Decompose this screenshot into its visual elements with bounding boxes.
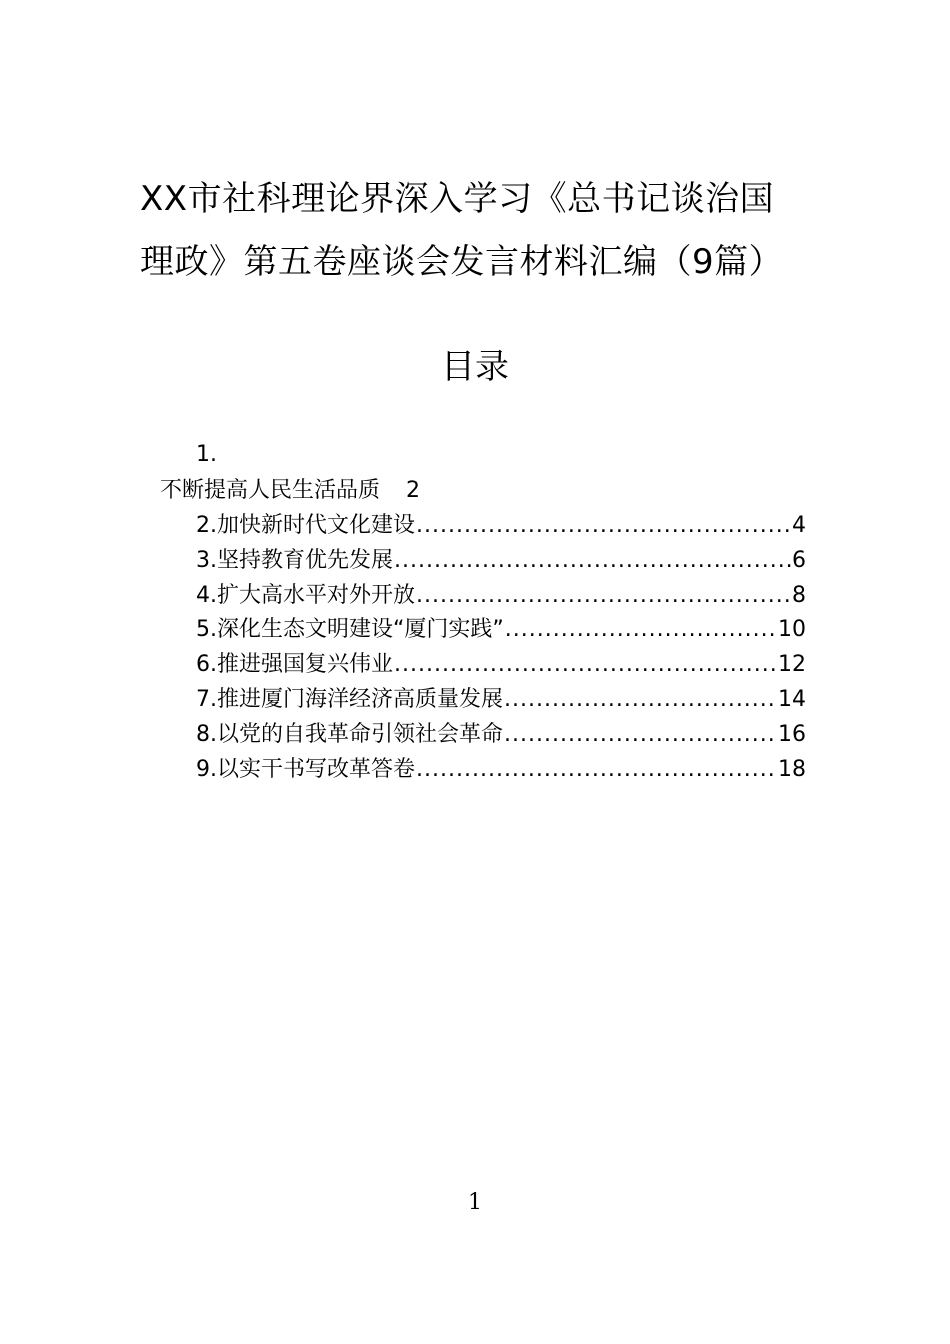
toc-entry-9[interactable] xyxy=(196,753,806,788)
toc-leader-dots xyxy=(416,579,791,614)
title-line-2: 理政》第五卷座谈会发言材料汇编（9篇） xyxy=(140,242,784,282)
toc-entry-5-title: 5.深化生态文明建设“厦门实践” xyxy=(196,617,504,643)
toc-entry-7[interactable] xyxy=(196,683,806,718)
toc-entry-5-page: 10 xyxy=(778,617,806,643)
toc-list xyxy=(196,509,806,787)
toc-entry-8-title: 8.以党的自我革命引领社会革命 xyxy=(196,721,504,747)
toc-entry-6[interactable] xyxy=(196,648,806,683)
toc-entry-9-page: 18 xyxy=(778,756,806,782)
toc-entry-7-title: 7.推进厦门海洋经济高质量发展 xyxy=(196,686,504,712)
title-line-1: XX市社科理论界深入学习《总书记谈治国 xyxy=(140,179,775,219)
toc-leader-dots xyxy=(394,544,791,579)
toc-entry-6-title: 6.推进强国复兴伟业 xyxy=(196,652,394,678)
toc-entry-5[interactable] xyxy=(196,613,806,648)
toc-entry-9-title: 9.以实干书写改革答卷 xyxy=(196,756,416,782)
page-number: 1 xyxy=(468,1190,482,1215)
toc-entry-4-page: 8 xyxy=(792,582,806,608)
toc-entry-7-page: 14 xyxy=(778,686,806,712)
toc-entry-1-title: 不断提高人民生活品质 xyxy=(160,478,381,503)
toc-entry-1-number: 1. xyxy=(196,442,217,467)
toc-entry-6-page: 12 xyxy=(778,652,806,678)
toc-entry-3[interactable] xyxy=(196,544,806,579)
toc-entry-2-page: 4 xyxy=(792,513,806,538)
toc-heading: 目录 xyxy=(441,347,509,387)
toc-entry-2-title: 2.加快新时代文化建设 xyxy=(196,513,416,538)
toc-entry-3-title: 3.坚持教育优先发展 xyxy=(196,547,394,573)
toc-leader-dots xyxy=(504,718,777,753)
toc-leader-dots xyxy=(394,648,777,683)
toc-entry-3-page: 6 xyxy=(792,547,806,573)
toc-entry-8-page: 16 xyxy=(778,721,806,747)
toc-leader-dots xyxy=(416,509,791,544)
toc-entry-4[interactable] xyxy=(196,579,806,614)
toc-leader-dots xyxy=(416,753,777,788)
toc-entry-8[interactable] xyxy=(196,718,806,753)
toc-entry-4-title: 4.扩大高水平对外开放 xyxy=(196,582,416,608)
toc-entry-1-page: 2 xyxy=(406,478,421,503)
toc-leader-dots xyxy=(504,683,777,718)
toc-entry-2[interactable] xyxy=(196,509,806,544)
toc-leader-dots xyxy=(505,613,777,648)
toc-entry-1[interactable] xyxy=(160,476,420,506)
